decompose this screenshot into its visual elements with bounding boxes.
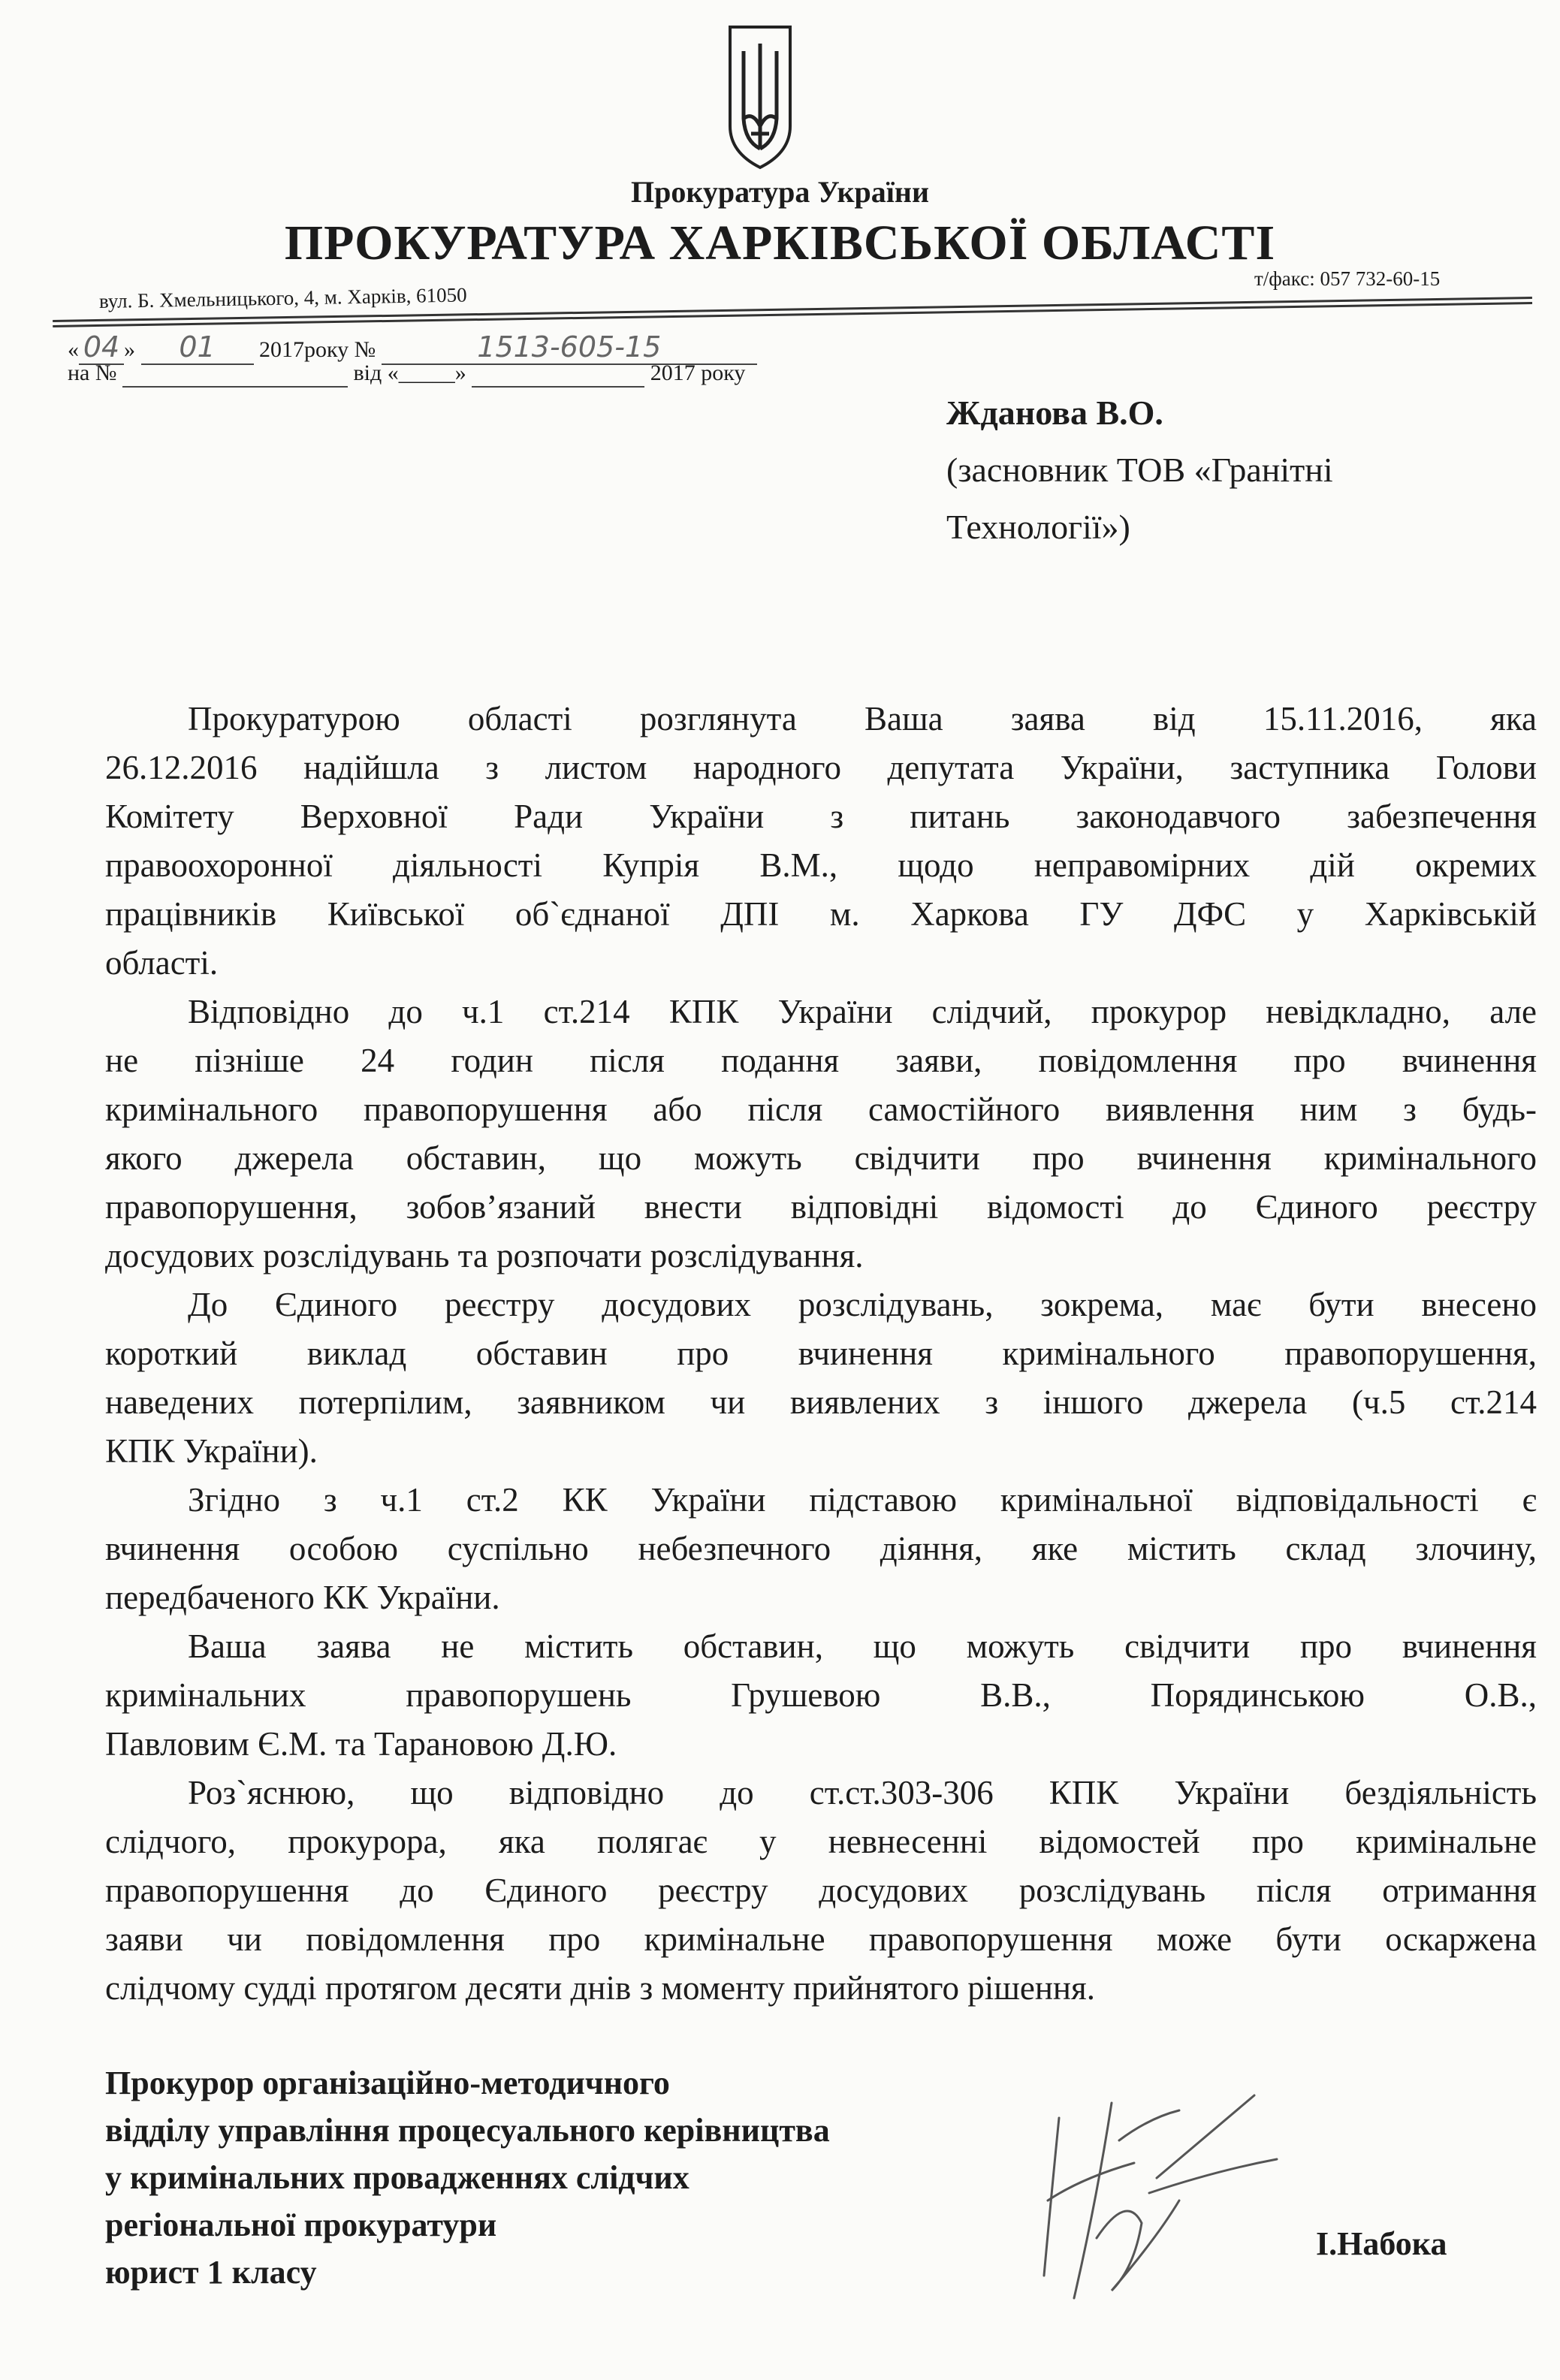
paragraph (105, 1622, 1537, 1769)
day-field: 04 (79, 330, 124, 365)
handwritten-signature (1029, 2088, 1284, 2306)
paragraph-line: Комітету Верховної Ради України з питань законодавчого забезпечення (105, 798, 1537, 835)
year-label: 2017року (259, 337, 349, 362)
paragraph-line: якого джерела обставин, що можуть свідчити про вчинення кримінального (105, 1139, 1537, 1177)
paragraph-line: заяви чи повідомлення про кримінальне правопорушення може бути оскаржена (105, 1920, 1537, 1958)
paragraph-line: Роз`яснюю, що відповідно до ст.ст.303-306 КПК України бездіяльність (188, 1774, 1537, 1811)
month-field: 01 (141, 330, 254, 365)
recipient-role-line-1: (засновник ТОВ «Гранітні (946, 451, 1333, 489)
letter-body (105, 695, 1537, 2013)
trident-coat-of-arms-icon (723, 21, 798, 171)
signatory-position-line: регіональної прокуратури (105, 2207, 497, 2243)
paragraph (105, 1280, 1537, 1476)
paragraph-line: слідчого, прокурора, яка полягає у невнесенні відомостей про кримінальне (105, 1823, 1537, 1860)
signatory-position-line: Прокурор організаційно-методичного (105, 2065, 670, 2101)
paragraph-line: передбаченого КК України. (105, 1579, 500, 1616)
paragraph-line: правоохоронної діяльності Купрія В.М., щодо неправомірних дій окремих (105, 846, 1537, 884)
paragraph (105, 695, 1537, 988)
recipient-block (946, 385, 1333, 556)
paragraph-line: кримінальних правопорушень Грушевою В.В., Порядинською О.В., (105, 1676, 1537, 1714)
paragraph-line: До Єдиного реєстру досудових розслідувань, зокрема, має бути внесено (188, 1286, 1537, 1323)
paragraph-line: області. (105, 944, 219, 982)
ref-label: на № (68, 360, 117, 385)
paragraph-line: Відповідно до ч.1 ст.214 КПК України слідчий, прокурор невідкладно, але (188, 993, 1537, 1030)
reference-line (68, 360, 745, 388)
paragraph (105, 988, 1537, 1280)
paragraph-line: короткий виклад обставин про вчинення кримінального правопорушення, (105, 1335, 1537, 1372)
recipient-name: Жданова В.О. (946, 394, 1163, 432)
ref-from-label: від «_____» (353, 360, 466, 385)
office-super-title: Прокуратура України (631, 175, 929, 209)
paragraph-line: КПК України). (105, 1432, 318, 1470)
paragraph-line: Павловим Є.М. та Тарановою Д.Ю. (105, 1725, 617, 1763)
signer-name: І.Набока (1316, 2225, 1447, 2262)
paragraph-line: правопорушення, зобов’язаний внести відповідні відомості до Єдиного реєстру (105, 1188, 1537, 1226)
paragraph-line: вчинення особою суспільно небезпечного діяння, яке містить склад злочину, (105, 1530, 1537, 1567)
outgoing-number-field: 1513-605-15 (382, 330, 757, 365)
number-label: № (354, 337, 376, 362)
signatory-position-line: у кримінальних провадженнях слідчих (105, 2159, 689, 2196)
signatory-position-line: юрист 1 класу (105, 2254, 317, 2291)
paragraph-line: кримінального правопорушення або після самостійного виявлення ним з будь- (105, 1090, 1537, 1128)
paragraph (105, 1769, 1537, 2013)
paragraph-line: Згідно з ч.1 ст.2 КК України підставою кримінальної відповідальності є (188, 1481, 1537, 1519)
signatory-position-line: відділу управління процесуального керівництва (105, 2112, 830, 2149)
recipient-role-line-2: Технології») (946, 508, 1130, 546)
signatory-position (105, 2059, 830, 2296)
paragraph-line: Ваша заява не містить обставин, що можуть свідчити про вчинення (188, 1627, 1537, 1665)
paragraph-line: Прокуратурою області розглянута Ваша заява від 15.11.2016, яка (188, 700, 1537, 738)
paragraph-line: наведених потерпілим, заявником чи виявлених з іншого джерела (ч.5 ст.214 (105, 1383, 1537, 1421)
paragraph-line: не пізніше 24 годин після подання заяви, повідомлення про вчинення (105, 1042, 1537, 1079)
paragraph-line: слідчому судді протягом десяти днів з моменту прийнятого рішення. (105, 1969, 1095, 2007)
paragraph-line: працівників Київської об`єднаної ДПІ м. Харкова ГУ ДФС у Харківській (105, 895, 1537, 933)
paragraph-line: 26.12.2016 надійшла з листом народного депутата України, заступника Голови (105, 749, 1537, 786)
outgoing-date-line: « 04 » 01 2017року № 1513-605-15 (68, 330, 757, 365)
office-title: ПРОКУРАТУРА ХАРКІВСЬКОЇ ОБЛАСТІ (284, 216, 1276, 270)
ref-year-label: 2017 року (650, 360, 746, 385)
fax-number: т/факс: 057 732-60-15 (1254, 267, 1441, 290)
paragraph-line: досудових розслідувань та розпочати розслідування. (105, 1237, 864, 1274)
paragraph (105, 1476, 1537, 1622)
paragraph-line: правопорушення до Єдиного реєстру досудових розслідувань після отримання (105, 1872, 1537, 1909)
office-address: вул. Б. Хмельницького, 4, м. Харків, 61050 (98, 283, 467, 312)
